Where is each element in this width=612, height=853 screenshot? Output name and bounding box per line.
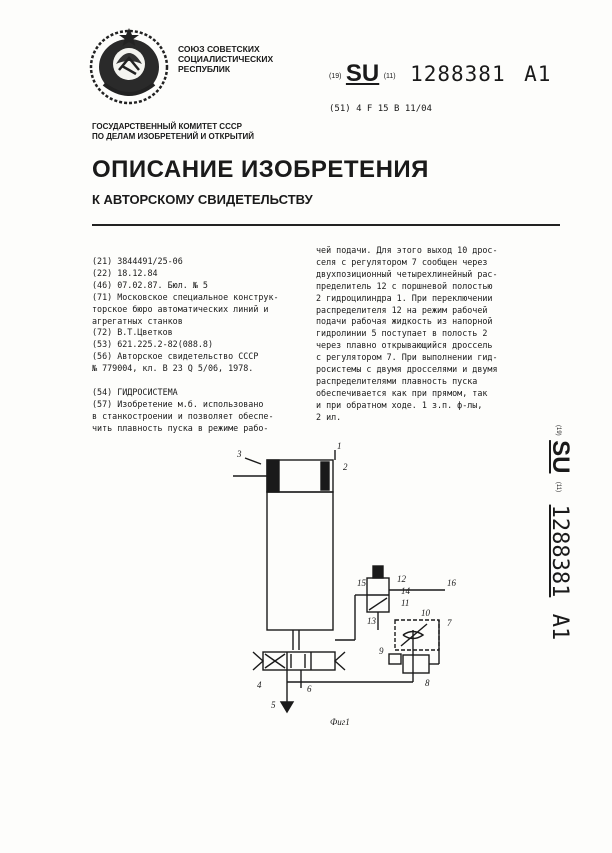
- dist12-arrow: [369, 598, 387, 610]
- emblem-graphic: [86, 22, 172, 108]
- biblio-line: № 779004, кл. В 23 Q 5/06, 1978.: [92, 363, 254, 374]
- biblio-line: (54) ГИДРОСИСТЕМА: [92, 386, 178, 397]
- fig-label-2: 2: [343, 462, 348, 472]
- abstract-line: двухпозиционный четырехлинейный рас-: [316, 268, 498, 279]
- side-code-19: (19): [555, 425, 561, 436]
- biblio-line: в станкостроении и позволяет обеспе-: [92, 410, 274, 421]
- document-title: ОПИСАНИЕ ИЗОБРЕТЕНИЯ: [92, 156, 429, 183]
- ussr-emblem: [86, 22, 172, 112]
- committee-line-2: ПО ДЕЛАМ ИЗОБРЕТЕНИЙ И ОТКРЫТИЙ: [92, 132, 255, 141]
- valve-cross: [265, 654, 285, 668]
- biblio-line: (46) 07.02.87. Бюл. № 5: [92, 279, 208, 290]
- fig-label-12: 12: [397, 574, 406, 584]
- fig-label-9: 9: [379, 646, 384, 656]
- fig-label-5: 5: [271, 700, 276, 710]
- fig-label-8: 8: [425, 678, 430, 688]
- biblio-column: [92, 256, 279, 435]
- code-11: (11): [383, 73, 396, 80]
- fig-label-16: 16: [447, 578, 456, 588]
- abstract-line: и при обратном ходе. 1 з.п. ф-лы,: [316, 399, 483, 410]
- patent-number: 1288381: [410, 62, 506, 86]
- abstract-line: 2 гидроцилиндра 1. При переключении: [316, 292, 493, 303]
- org-name: [178, 44, 273, 74]
- fig-label-13: 13: [367, 616, 376, 626]
- biblio-line: (71) Московское специальное конструк-: [92, 291, 279, 302]
- patent-number-block: [329, 60, 551, 88]
- valve-straight: [291, 654, 305, 668]
- hydraulic-diagram: [225, 440, 470, 715]
- abstract-line: обеспечивается как при прямом, так: [316, 387, 488, 398]
- biblio-line: (72) В.Т.Цветков: [92, 327, 173, 338]
- fig-label-6: 6: [307, 684, 312, 694]
- abstract-line: гидролинии 5 поступает в полость 2: [316, 328, 488, 339]
- country-code: SU: [345, 60, 380, 87]
- header-divider: [92, 224, 560, 226]
- abstract-line: распределителя 12 на режим рабочей: [316, 304, 488, 315]
- fig-label-1: 1: [337, 441, 342, 451]
- abstract-line: росистемы с двумя дросселями и двумя: [316, 364, 498, 375]
- solenoid-12: [373, 566, 383, 578]
- side-kind: A1: [547, 613, 572, 641]
- pump-5-symbol: [281, 702, 293, 712]
- abstract-line: распределителями плавность пуска: [316, 375, 478, 386]
- fig-label-7: 7: [447, 618, 452, 628]
- figure-caption: Фиг1: [330, 717, 350, 727]
- fig-label-10: 10: [421, 608, 430, 618]
- abstract-line: пределитель 12 с поршневой полостью: [316, 280, 493, 291]
- biblio-line: (22) 18.12.84: [92, 267, 158, 278]
- regulator-8: [403, 655, 429, 673]
- abstract-line: чей подачи. Для этого выход 10 дрос-: [316, 245, 498, 255]
- side-code-11: (11): [555, 481, 561, 493]
- org-line-1: СОЮЗ СОВЕТСКИХ: [178, 44, 260, 54]
- biblio-line: [92, 375, 279, 387]
- abstract-line: с регулятором 7. При выполнении гид-: [316, 352, 498, 363]
- org-line-3: РЕСПУБЛИК: [178, 64, 231, 74]
- abstract-line: селя с регулятором 7 сообщен через: [316, 256, 488, 267]
- abstract-column: [316, 245, 498, 424]
- biblio-line: торское бюро автоматических линий и: [92, 303, 269, 314]
- biblio-line: (21) 3844491/25-06: [92, 256, 183, 266]
- ipc-class: (51) 4 F 15 B 11/04: [329, 104, 432, 114]
- biblio-line: чить плавность пуска в режиме рабо-: [92, 422, 269, 433]
- fig-label-11: 11: [401, 598, 410, 608]
- fig-label-15: 15: [357, 578, 366, 588]
- valve-9: [389, 654, 401, 664]
- document-subtitle: К АВТОРСКОМУ СВИДЕТЕЛЬСТВУ: [92, 192, 313, 207]
- biblio-line: (56) Авторское свидетельство СССР: [92, 351, 259, 362]
- abstract-line: 2 ил.: [316, 411, 342, 422]
- abstract-line: подачи рабочая жидкость из напорной: [316, 316, 493, 327]
- committee-line-1: ГОСУДАРСТВЕННЫЙ КОМИТЕТ СССР: [92, 122, 242, 131]
- leader-3: [245, 458, 261, 464]
- biblio-line: (53) 621.225.2-82(088.8): [92, 339, 214, 350]
- valve-spring-left: [253, 652, 263, 670]
- cylinder-chamber: [267, 492, 333, 630]
- fig-label-3: 3: [237, 449, 242, 459]
- code-19: (19): [329, 73, 342, 80]
- patent-kind: A1: [524, 62, 552, 86]
- valve-spring-right: [335, 652, 345, 670]
- side-country: SU: [547, 440, 574, 474]
- biblio-line: (57) Изобретение м.б. использовано: [92, 398, 264, 409]
- biblio-line: агрегатных станков: [92, 315, 183, 326]
- fig-label-4: 4: [257, 680, 262, 690]
- org-line-2: СОЦИАЛИСТИЧЕСКИХ: [178, 54, 274, 64]
- abstract-line: через плавно открывающийся дроссель: [316, 340, 493, 351]
- side-patent-number: [547, 425, 592, 675]
- fig-label-14: 14: [401, 586, 410, 596]
- side-number: 1288381: [547, 504, 572, 598]
- committee-name: [92, 122, 254, 142]
- side-patent-text: [546, 425, 574, 640]
- piston: [321, 462, 329, 490]
- cylinder-rod: [267, 460, 279, 492]
